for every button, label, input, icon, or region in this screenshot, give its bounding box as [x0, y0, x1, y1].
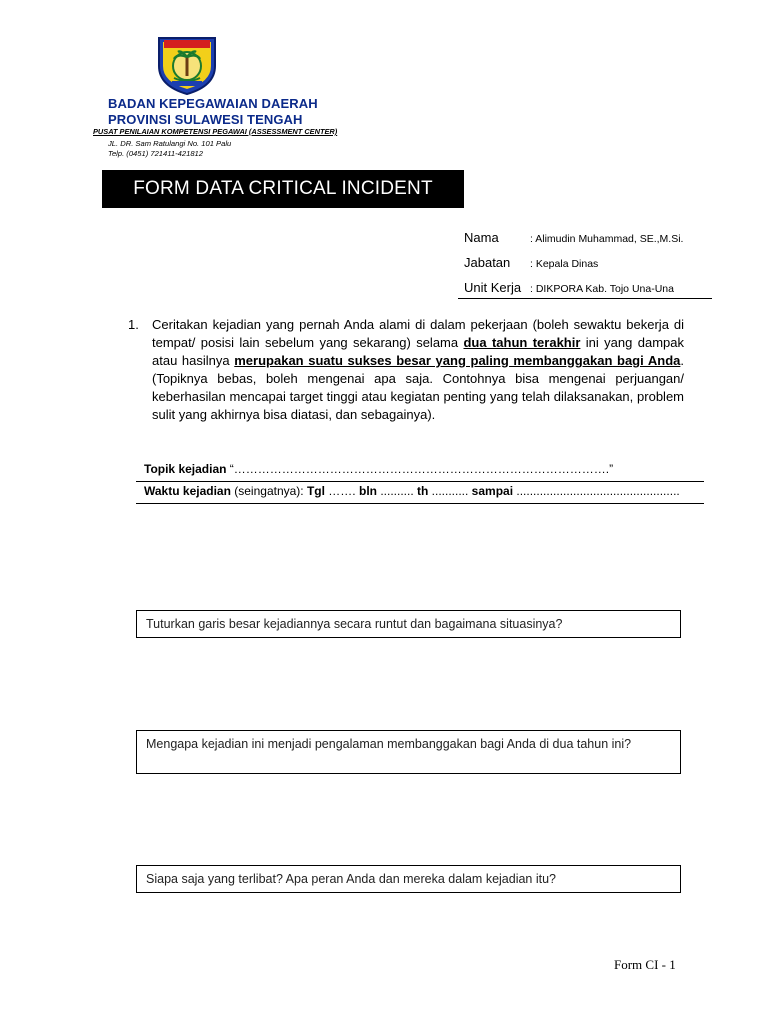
- waktu-kejadian-field[interactable]: Waktu kejadian (seingatnya): Tgl ……. bln .......... th ........... sampai .................................................: [144, 484, 680, 498]
- jabatan-label: Jabatan: [464, 255, 511, 270]
- question-box-why: Mengapa kejadian ini menjadi pengalaman membanggakan bagi Anda di dua tahun ini?: [136, 730, 681, 774]
- org-phone: Telp. (0451) 721411-421812: [108, 149, 203, 158]
- waktu-label: Waktu kejadian: [144, 484, 231, 498]
- nama-label: Nama: [464, 230, 499, 245]
- emphasis-success: merupakan suatu sukses besar yang paling membanggakan bagi Anda: [234, 353, 681, 368]
- unit-kerja-label: Unit Kerja: [464, 280, 522, 295]
- waktu-underline: [136, 503, 704, 504]
- info-row-jabatan: [464, 255, 598, 270]
- info-row-nama: [464, 230, 683, 245]
- question-1: [122, 316, 684, 424]
- provincial-emblem-logo: [154, 32, 220, 96]
- topik-underline: [136, 481, 704, 482]
- unit-kerja-value: : DIKPORA Kab. Tojo Una-Una: [530, 283, 674, 295]
- topik-label: Topik kejadian: [144, 462, 227, 476]
- org-name-line2: PROVINSI SULAWESI TENGAH: [108, 112, 303, 127]
- info-row-unit-kerja: [464, 280, 674, 295]
- nama-value: : Alimudin Muhammad, SE.,M.Si.: [530, 233, 684, 245]
- form-title-banner: FORM DATA CRITICAL INCIDENT: [102, 170, 464, 208]
- org-subunit: PUSAT PENILAIAN KOMPETENSI PEGAWAI (ASSESSMENT CENTER): [93, 127, 338, 136]
- info-divider: [458, 298, 712, 299]
- question-box-who: Siapa saja yang terlibat? Apa peran Anda dan mereka dalam kejadian itu?: [136, 865, 681, 893]
- org-name-line1: BADAN KEPEGAWAIAN DAERAH: [108, 96, 318, 111]
- org-address: JL. DR. Sam Ratulangi No. 101 Palu: [108, 139, 232, 148]
- jabatan-value: : Kepala Dinas: [530, 258, 599, 270]
- topik-kejadian-field[interactable]: [144, 462, 613, 476]
- question-box-outline: Tuturkan garis besar kejadiannya secara runtut dan bagaimana situasinya?: [136, 610, 681, 638]
- form-code-footer: Form CI - 1: [614, 957, 676, 972]
- topik-placeholder: “………………………………………………………………………………….”: [226, 462, 614, 476]
- emphasis-period: dua tahun terakhir: [463, 335, 581, 350]
- question-1-number: 1.: [128, 317, 139, 332]
- question-1-text: Ceritakan kejadian yang pernah Anda alami di dalam pekerjaan (boleh sewaktu bekerja di tempat/ posisi lain sebelum yang sekarang) selama dua tahun terakhir ini yang dampak atau hasilnya merupakan suatu sukses besar yang paling membanggakan bagi Anda. (Topiknya bebas, boleh mengenai apa saja. Contohnya bisa mengenai perjuangan/ keberhasilan mencapai target tinggi atau kegiatan penting yang telah dilaksanakan, problem sulit yang akhirnya bisa diatasi, dan sebagainya).: [152, 317, 684, 422]
